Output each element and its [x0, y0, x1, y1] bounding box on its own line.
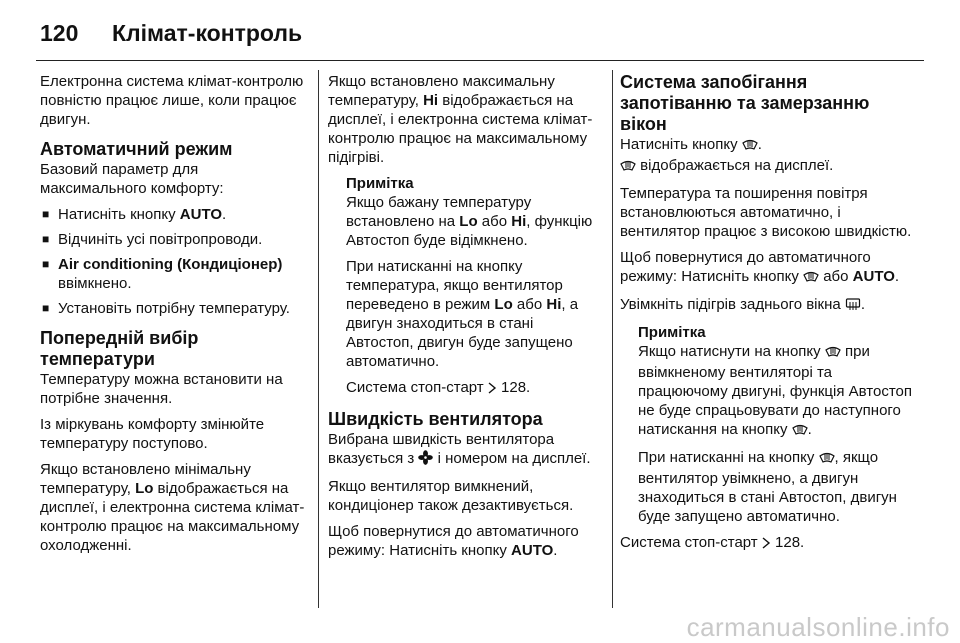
- note-box: [328, 174, 604, 399]
- fan-icon: [418, 450, 433, 470]
- paragraph: Температуру можна встановити на потрібне значення.: [40, 371, 283, 407]
- paragraph: Вибрана швидкість вентилятора вказується з і номером на дисплеї.: [328, 430, 604, 470]
- paragraph: Система стоп-старт 128.: [346, 378, 604, 399]
- windshield-defrost-icon: [825, 344, 841, 363]
- header-rule: [36, 60, 924, 61]
- rear-window-heating-icon: [845, 297, 861, 316]
- watermark: carmanualsonline.info: [686, 612, 950, 642]
- list-item: ■ Установіть потрібну температуру.: [40, 299, 308, 318]
- column-divider: [612, 70, 613, 608]
- windshield-defrost-icon: [792, 422, 808, 441]
- paragraph: Із міркувань комфорту змінюйте температуру поступово.: [40, 416, 265, 452]
- paragraph: Якщо бажану температуру встановлено на Lo або Hi, функцію Автостоп буде відімкнено.: [346, 194, 593, 249]
- note-title: Примітка: [346, 175, 414, 192]
- paragraph: Щоб повернутися до автоматичного режиму: Натисніть кнопку або AUTO.: [620, 248, 912, 288]
- list-item: ■ Натисніть кнопку AUTO.: [40, 205, 308, 224]
- column-3: [620, 72, 912, 561]
- page-reference-arrow-icon: [488, 380, 497, 399]
- note-title: Примітка: [638, 324, 706, 341]
- paragraph: Якщо встановлено максимальну температуру, Hi відображається на дисплеї, і електронна система клімат-контролю працює на максимальному підігріві.: [328, 73, 593, 166]
- auto-mode-list: [40, 205, 308, 318]
- paragraph: Якщо встановлено мінімальну температуру, Lo відображається на дисплеї, і електронна система клімат-контролю працює на максимальному охолодженні.: [40, 461, 305, 554]
- paragraph: Система стоп-старт 128.: [620, 533, 912, 554]
- defog-heading: Система запобігання запотіванню та замерзанню вікон: [620, 72, 870, 134]
- paragraph: Якщо вентилятор вимкнений, кондиціонер також дезактивується.: [328, 478, 574, 514]
- preset-temperature-heading: Попередній вибір температури: [40, 328, 199, 369]
- windshield-defrost-icon: [620, 158, 636, 177]
- note-box: [620, 323, 912, 526]
- column-1: [40, 72, 308, 562]
- list-item: ■ Air conditioning (Кондиціонер) ввімкнено.: [40, 255, 308, 293]
- windshield-defrost-icon: [803, 269, 819, 288]
- column-divider: [318, 70, 319, 608]
- paragraph: Щоб повернутися до автоматичного режиму: Натисніть кнопку AUTO.: [328, 523, 579, 559]
- auto-mode-heading: Автоматичний режим: [40, 139, 233, 159]
- page-title: Клімат-контроль: [112, 20, 303, 46]
- page-number: 120: [40, 20, 79, 46]
- paragraph: Натисніть кнопку . відображається на дисплеї.: [620, 135, 912, 177]
- column-2: [328, 72, 604, 567]
- paragraph: При натисканні на кнопку температура, якщо вентилятор переведено в режим Lo або Hi, а двигун знаходиться в стані Автостоп, двигун буде запущено автоматично.: [346, 258, 579, 370]
- windshield-defrost-icon: [742, 137, 758, 156]
- paragraph: Увімкніть підігрів заднього вікна .: [620, 295, 912, 316]
- paragraph: При натисканні на кнопку , якщо вентилятор увімкнено, а двигун знаходиться в стані Автостоп, двигун буде запущено автоматично.: [638, 449, 897, 525]
- list-item: ■ Відчиніть усі повітропроводи.: [40, 230, 308, 249]
- paragraph: Температура та поширення повітря встановлюються автоматично, і вентилятор працює з високою швидкістю.: [620, 185, 912, 240]
- fan-speed-heading: Швидкість вентилятора: [328, 409, 543, 429]
- auto-mode-intro: Базовий параметр для максимального комфорту:: [40, 161, 224, 197]
- intro-paragraph: Електронна система клімат-контролю повністю працює лише, коли працює двигун.: [40, 73, 304, 128]
- paragraph: Якщо натиснути на кнопку при ввімкненому вентиляторі та працюючому двигуні, функція Автостоп не буде спрацьовувати до наступного натискання на кнопку .: [638, 342, 912, 441]
- page-reference-arrow-icon: [762, 535, 771, 554]
- windshield-defrost-icon: [819, 450, 835, 469]
